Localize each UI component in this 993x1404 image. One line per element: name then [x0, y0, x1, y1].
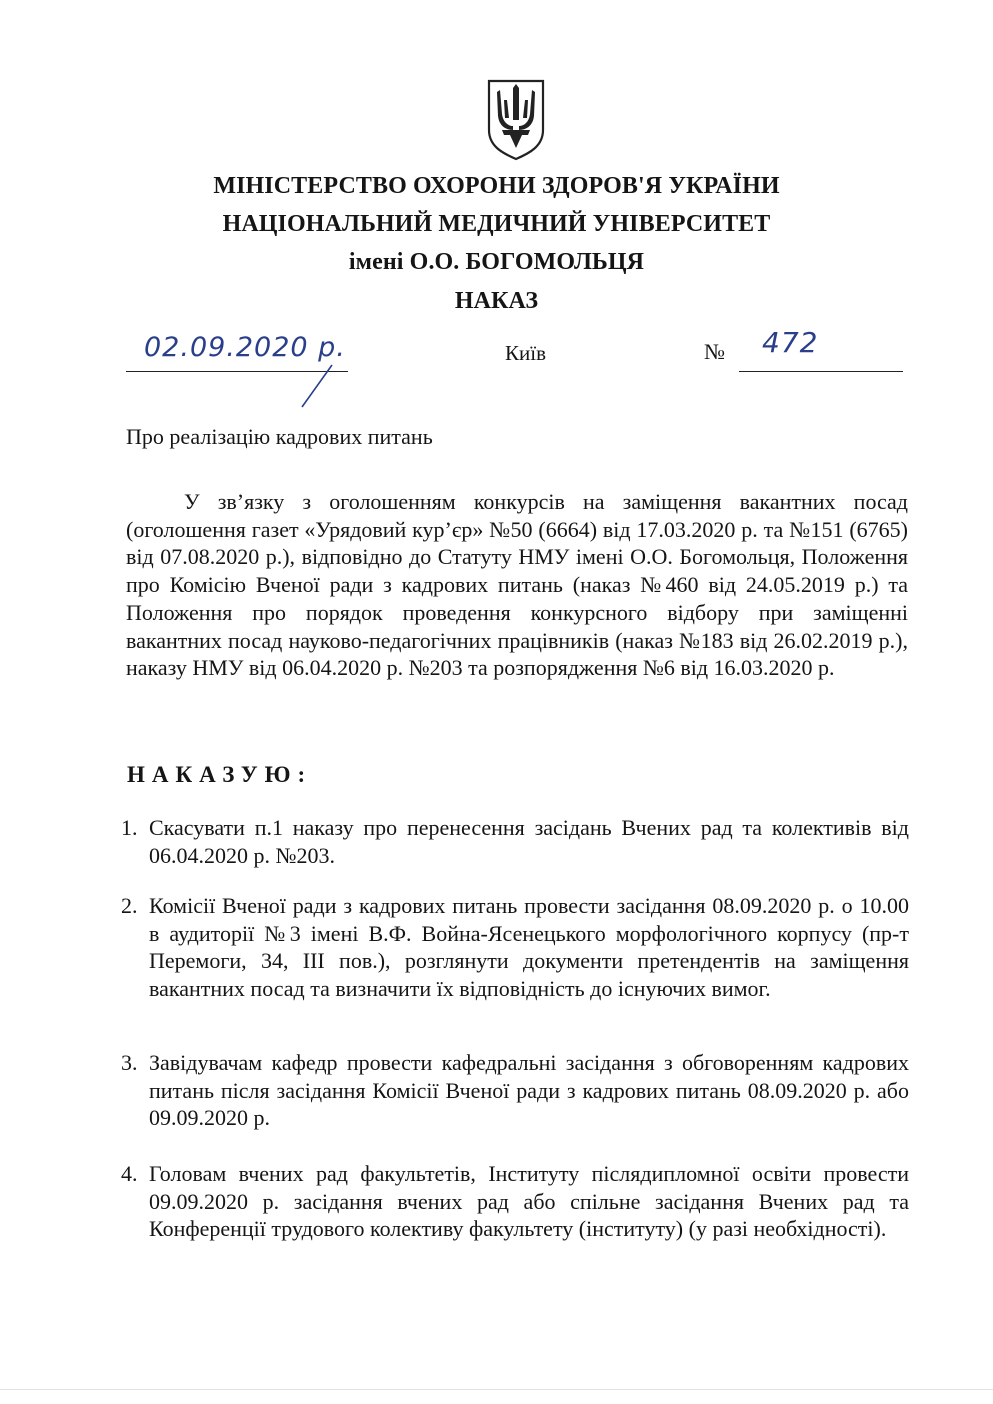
item-number: 3. — [121, 1050, 138, 1075]
item-text: Головам вчених рад факультетів, Інституту післядипломної освіти провести 09.09.2020 р. засідання вчених рад або спільне засідання Вчених рад та Конференції трудового колективу факультету (інституту) (у разі необхідності). — [149, 1161, 909, 1242]
number-underline — [739, 371, 903, 372]
university-heading: НАЦІОНАЛЬНИЙ МЕДИЧНИЙ УНІВЕРСИТЕТ — [222, 211, 771, 237]
order-subject: Про реалізацію кадрових питань — [126, 424, 433, 449]
city-label: Київ — [505, 341, 546, 365]
document-type-heading: НАКАЗ — [454, 288, 539, 314]
handwritten-order-number: 472 — [762, 326, 819, 359]
order-meta-row — [0, 325, 993, 385]
number-sign: № — [704, 339, 725, 364]
preamble-paragraph: У зв’язку з оголошенням конкурсів на заміщення вакантних посад (оголошення газет «Урядовий кур’єр» №50 (6664) від 17.03.2020 р. та №151 (6765) від 07.08.2020 р.), відповідно до Статуту НМУ імені О.О. Богомольця, Положення про Комісію Вченої ради з кадрових питань (наказ №460 від 24.05.2019 р.) та Положення про порядок проведення конкурсного відбору при заміщенні вакантних посад науково-педагогічних працівників (наказ №183 від 26.02.2019 р.), наказу НМУ від 06.04.2020 р. №203 та розпорядження №6 від 16.03.2020 р. — [126, 489, 908, 681]
item-number: 4. — [121, 1161, 138, 1186]
ministry-heading: МІНІСТЕРСТВО ОХОРОНИ ЗДОРОВ'Я УКРАЇНИ — [213, 173, 780, 199]
page-bottom-edge — [0, 1389, 993, 1390]
item-number: 2. — [121, 893, 138, 918]
item-number: 1. — [121, 815, 138, 840]
handwritten-date: 02.09.2020 р. — [144, 332, 346, 363]
item-text: Комісії Вченої ради з кадрових питань провести засідання 08.09.2020 р. о 10.00 в аудиторії №3 імені В.Ф. Война-Ясенецького морфологічного корпусу (пр-т Перемоги, 34, ІІІ пов.), розглянути документи претендентів на заміщення вакантних посад та визначити їх відповідність до існуючих вимог. — [149, 893, 909, 1002]
item-text: Скасувати п.1 наказу про перенесення засідань Вчених рад та колективів від 06.04.2020 р. №203. — [149, 815, 909, 868]
order-directive-heading: НАКАЗУЮ: — [127, 762, 313, 787]
named-after-heading: імені О.О. БОГОМОЛЬЦЯ — [348, 249, 645, 275]
item-text: Завідувачам кафедр провести кафедральні засідання з обговоренням кадрових питань після засідання Комісії Вченої ради з кадрових питань 08.09.2020 р. або 09.09.2020 р. — [149, 1050, 909, 1131]
coat-of-arms-trident-icon — [486, 78, 546, 162]
pen-stroke-mark — [296, 363, 336, 409]
